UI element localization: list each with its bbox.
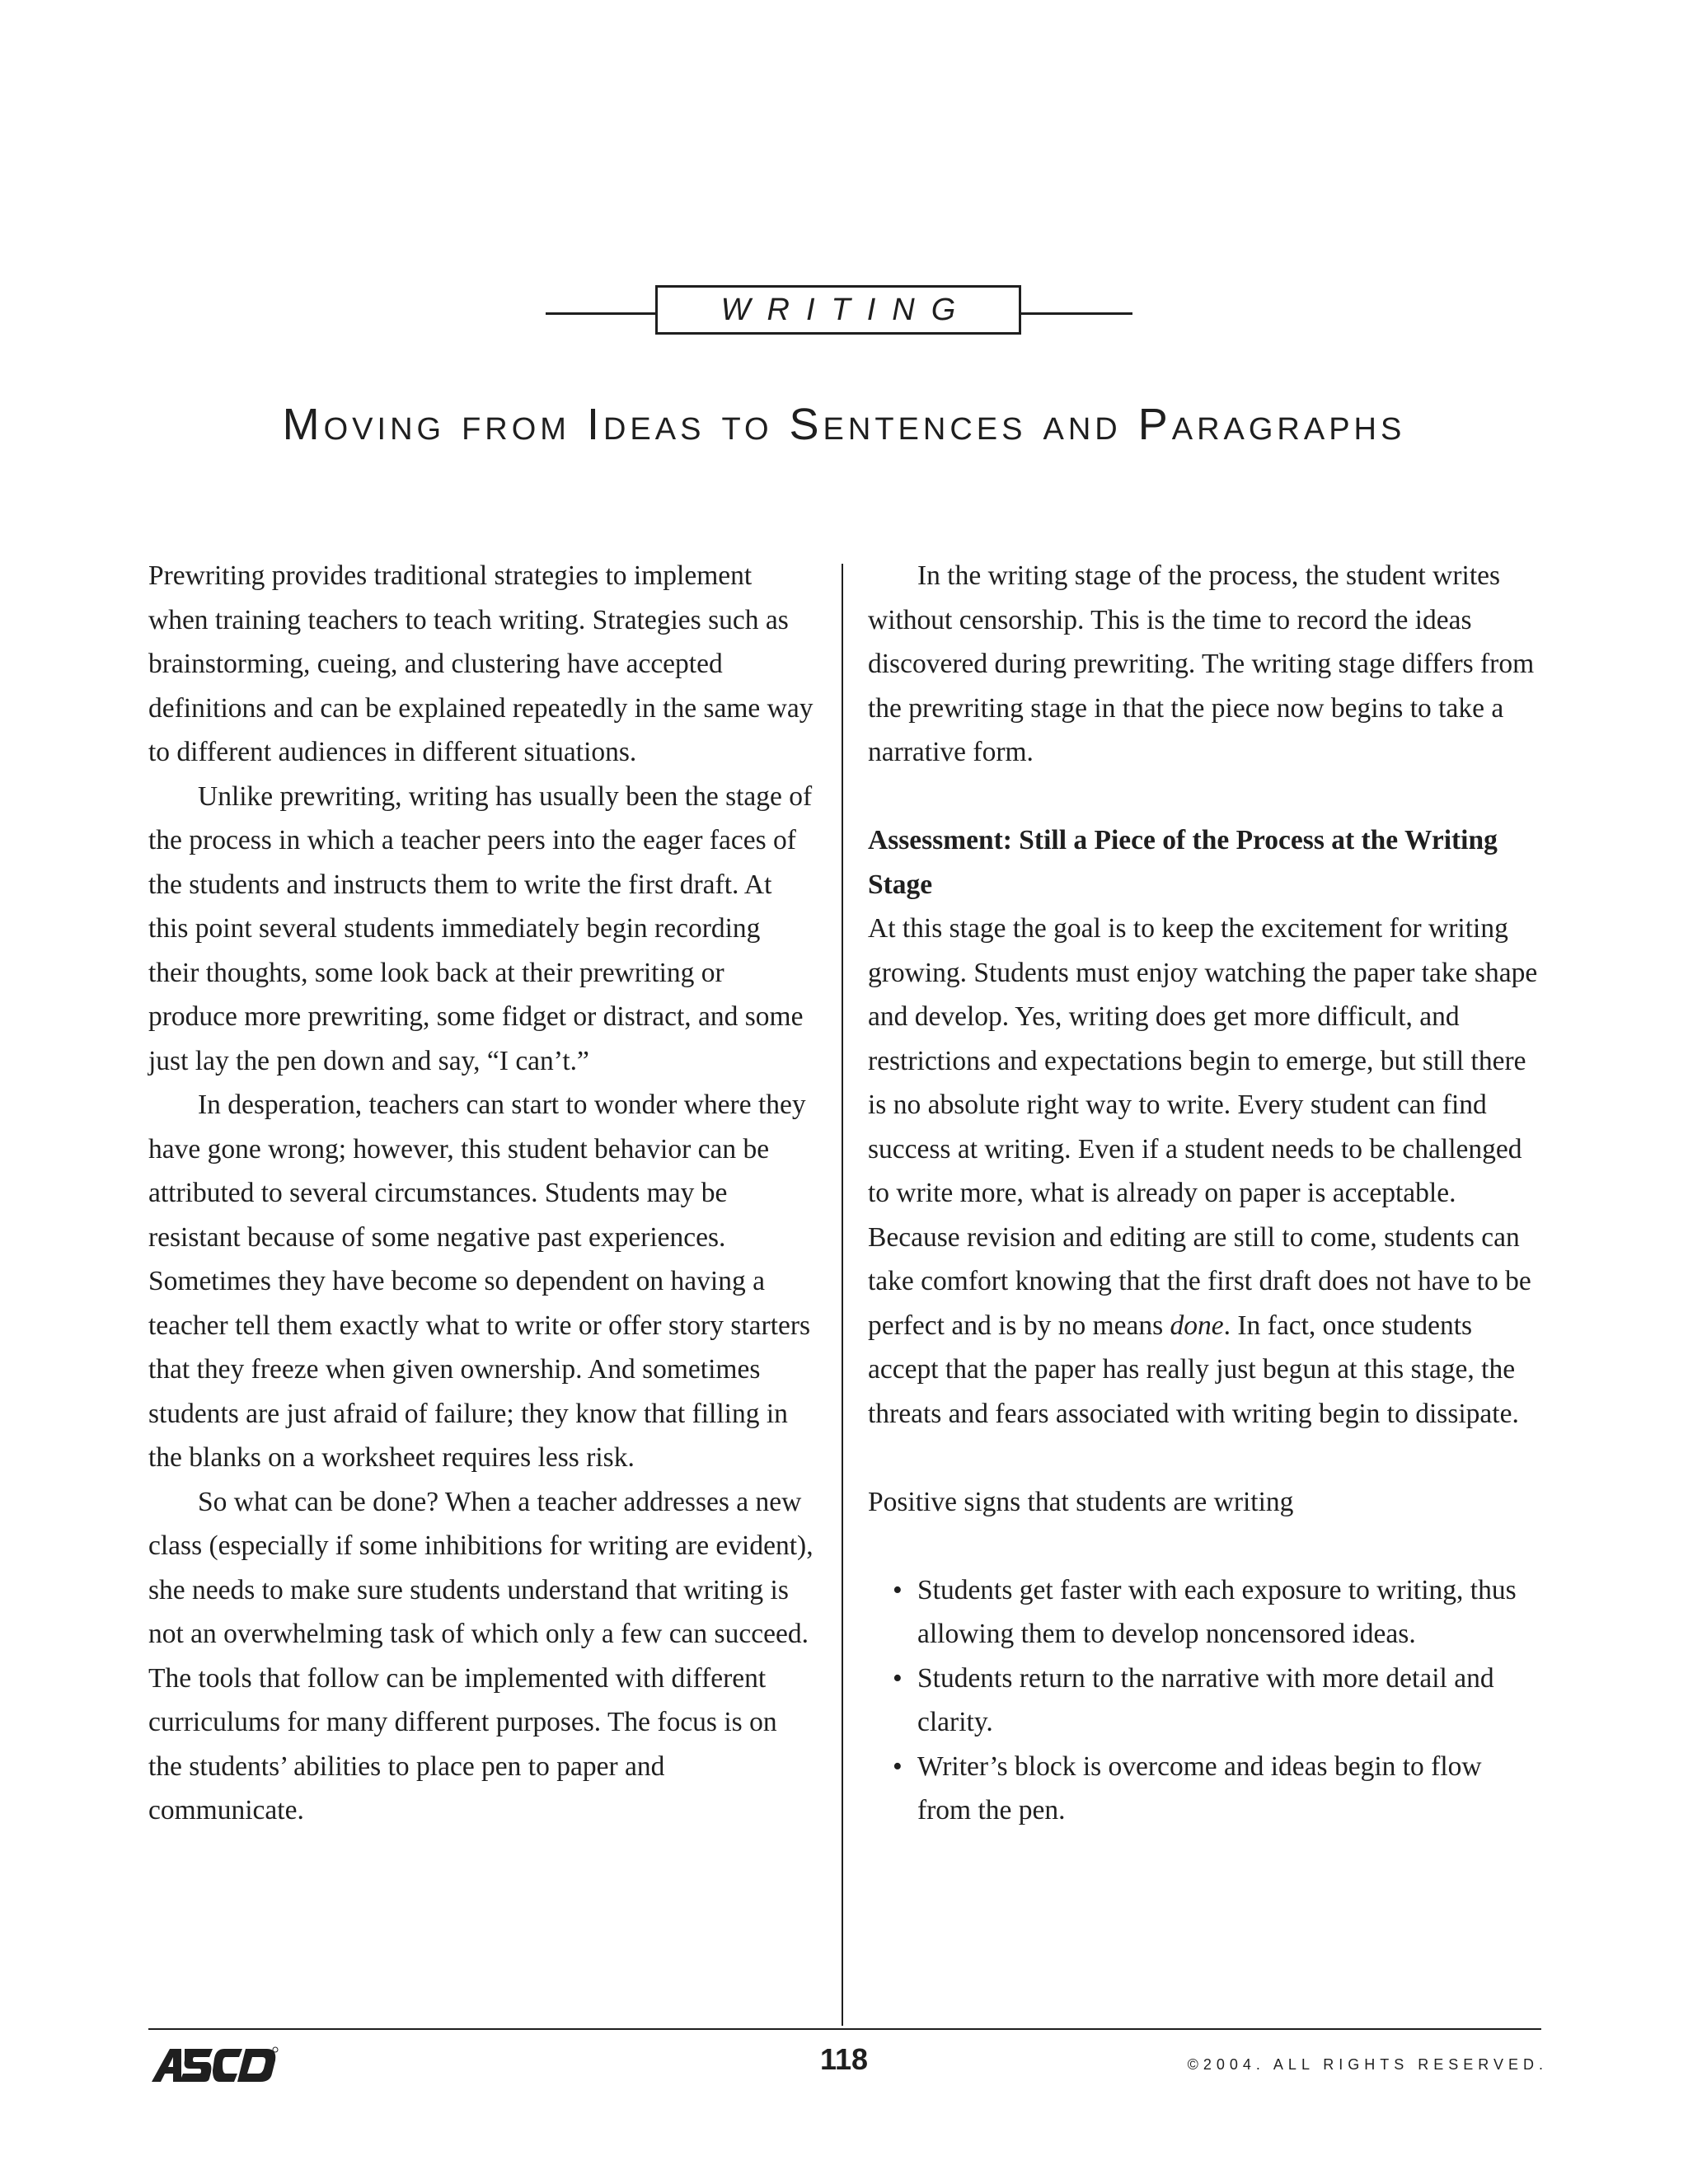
signs-intro: Positive signs that students are writing [868,1486,1294,1517]
page-title: Moving from Ideas to Sentences and Paragraphs [282,400,1406,449]
footer-rule [148,2028,1541,2030]
section-rule-right [1020,312,1132,315]
assessment-text: At this stage the goal is to keep the excitement for writing growing. Students must enjoy watching the paper take shape and develop. Yes, writing does get more difficult, and restrictions and expectations begin to emerge, but still there is no absolute right way to write. Every student can find success at writing. Even if a student needs to be challenged to write more, what is already on paper is acceptable. Because revision and editing are still to come, students can take comfort knowing that the first draft does not have to be perfect and is by no means [868,913,1538,1341]
section-label [541,285,1142,340]
paragraph: Prewriting provides traditional strategies to implement when training teachers to teach writing. Strategies such as brainstorming, cueing, and clustering have accepted definitions and can be explained repeatedly in the same way to different audiences in different situations. [148,560,814,767]
copyright-notice: ©2004. ALL RIGHTS RESERVED. [1187,2056,1548,2073]
right-column [868,554,1540,1833]
assessment-text-end: . In fact, once students accept that the paper has really just begun at this stage, the threats and fears associated with writing begin to dissipate. [868,1310,1519,1429]
list-item [868,1657,1540,1745]
paragraph: So what can be done? When a teacher addresses a new class (especially if some inhibitions for writing are evident), she needs to make sure students understand that writing is not an overwhelming task of which only a few can succeed. The tools that follow can be implemented with different curriculums for many different purposes. The focus is on the students’ abilities to place pen to paper and communicate. [148,1486,814,1825]
list-item-text: Students get faster with each exposure to writing, thus allowing them to develop noncensored ideas. [917,1574,1517,1649]
bullet-icon: • [893,1574,903,1605]
assessment-paragraph [868,907,1540,1436]
list-item [868,1745,1540,1833]
bullet-icon: • [893,1750,903,1782]
section-rule-left [546,312,658,315]
paragraph: In desperation, teachers can start to wonder where they have gone wrong; however, this student behavior can be attributed to several circumstances. Students may be resistant because of some negative past experiences. Sometimes they have become so dependent on having a teacher tell them exactly what to write or offer story starters that they freeze when given ownership. And sometimes students are just afraid of failure; they know that filling in the blanks on a worksheet requires less risk. [148,1090,811,1473]
list-item-text: Students return to the narrative with more detail and clarity. [917,1662,1494,1737]
left-column [148,554,816,1833]
page-number: 118 [819,2042,869,2076]
list-item-text: Writer’s block is overcome and ideas begin to flow from the pen. [917,1750,1482,1825]
paragraph: Unlike prewriting, writing has usually been the stage of the process in which a teacher peers into the eager faces of the students and instructs them to write the first draft. At this point several students immediately begin recording their thoughts, some look back at their prewriting or produce more prewriting, some fidget or distract, and some just lay the pen down and say, “I can’t.” [148,780,813,1076]
list-item [868,1568,1540,1657]
intro-paragraph: In the writing stage of the process, the student writes without censorship. This is the time to record the ideas discovered during prewriting. The writing stage differs from the prewriting stage in that the piece now begins to take a narrative form. [868,560,1535,767]
section-label-box: WRITING [655,285,1021,335]
signs-list [868,1568,1540,1833]
column-divider [842,564,843,2026]
section-heading: Assessment: Still a Piece of the Process at the Writing Stage [868,825,1498,900]
emphasis-done: done [1170,1310,1224,1341]
bullet-icon: • [893,1662,903,1694]
